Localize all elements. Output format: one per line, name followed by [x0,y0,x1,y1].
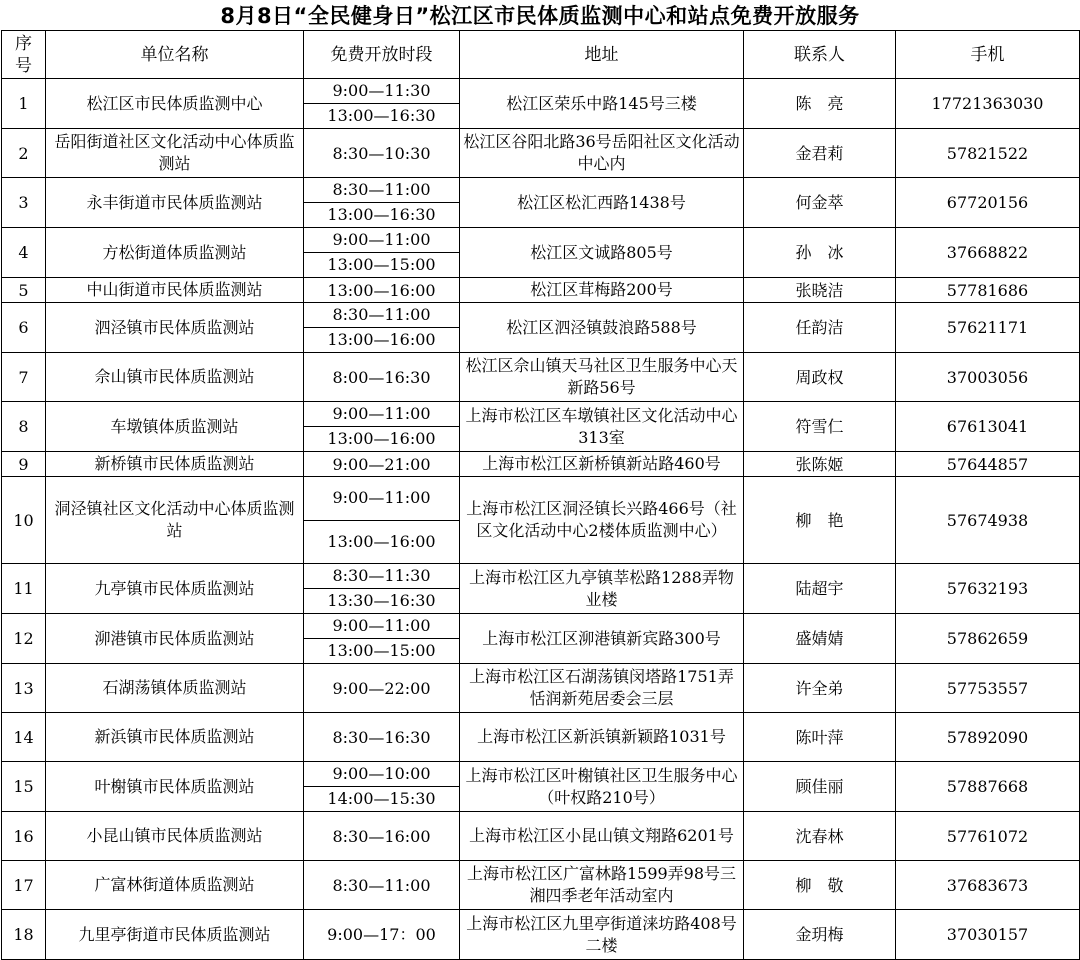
table-row [2,79,1080,129]
unit-name: 小昆山镇市民体质监测站 [46,812,304,861]
row-index: 5 [2,278,46,303]
time-slot: 8:30—16:00 [332,826,431,846]
row-index: 9 [2,452,46,477]
time-slot: 8:30—16:30 [332,727,431,747]
open-hours [304,910,460,960]
row-index: 6 [2,303,46,353]
table-row [2,402,1080,452]
row-index: 2 [2,129,46,178]
address: 上海市松江区车墩镇社区文化活动中心313室 [460,402,744,452]
time-slot: 14:00—15:30 [327,789,436,808]
time-slot: 13:00—16:30 [327,106,436,125]
open-hours [304,278,460,303]
open-hours [304,79,460,129]
row-index: 10 [2,477,46,564]
open-hours [304,129,460,178]
time-slot: 8:00—16:30 [332,367,431,387]
contact-person: 陈叶萍 [744,713,896,762]
contact-person: 顾佳丽 [744,762,896,812]
time-slot: 9:00—11:00 [304,402,459,427]
time-slot: 9:00—21:00 [332,454,431,474]
table-row [2,861,1080,910]
open-hours [304,664,460,713]
phone-number: 37030157 [896,910,1080,960]
row-index: 17 [2,861,46,910]
address: 松江区泗泾镇鼓浪路588号 [460,303,744,353]
header-index: 序号 [2,31,46,79]
contact-person: 许全弟 [744,664,896,713]
time-slot: 8:30—11:30 [304,564,459,589]
time-slot: 9:00—17：00 [327,925,436,944]
unit-name: 永丰街道市民体质监测站 [46,178,304,228]
table-row [2,129,1080,178]
time-slot: 8:30—11:00 [304,303,459,328]
row-index: 15 [2,762,46,812]
phone-number: 37683673 [896,861,1080,910]
contact-person: 陆超宇 [744,564,896,614]
contact-person: 周政权 [744,353,896,402]
row-index: 4 [2,228,46,278]
time-slot: 13:00—15:00 [327,641,436,660]
phone-number: 57632193 [896,564,1080,614]
row-index: 18 [2,910,46,960]
address: 上海市松江区新浜镇新颖路1031号 [460,713,744,762]
phone-number: 37003056 [896,353,1080,402]
time-slot: 9:00—11:00 [304,228,459,253]
contact-person: 任韵洁 [744,303,896,353]
row-index: 11 [2,564,46,614]
row-index: 3 [2,178,46,228]
address: 上海市松江区广富林路1599弄98号三湘四季老年活动室内 [460,861,744,910]
contact-person: 符雪仁 [744,402,896,452]
contact-person: 孙 冰 [744,228,896,278]
open-hours [304,762,460,812]
time-slot: 13:00—16:00 [327,280,436,300]
header-unit: 单位名称 [46,31,304,79]
unit-name: 泗泾镇市民体质监测站 [46,303,304,353]
row-index: 1 [2,79,46,129]
open-hours [304,452,460,477]
address: 松江区荣乐中路145号三楼 [460,79,744,129]
phone-number: 57644857 [896,452,1080,477]
address: 松江区茸梅路200号 [460,278,744,303]
time-slot: 9:00—11:30 [304,79,459,104]
time-slot: 9:00—10:00 [304,762,459,787]
unit-name: 新浜镇市民体质监测站 [46,713,304,762]
unit-name: 广富林街道体质监测站 [46,861,304,910]
header-hours: 免费开放时段 [304,31,460,79]
phone-number: 57781686 [896,278,1080,303]
open-hours [304,228,460,278]
row-index: 13 [2,664,46,713]
address: 松江区松汇西路1438号 [460,178,744,228]
table-row [2,178,1080,228]
unit-name: 车墩镇体质监测站 [46,402,304,452]
contact-person: 张晓洁 [744,278,896,303]
unit-name: 石湖荡镇体质监测站 [46,664,304,713]
contact-person: 柳 敬 [744,861,896,910]
unit-name: 新桥镇市民体质监测站 [46,452,304,477]
phone-number: 57753557 [896,664,1080,713]
phone-number: 57887668 [896,762,1080,812]
row-index: 8 [2,402,46,452]
table-row [2,278,1080,303]
open-hours [304,812,460,861]
address: 上海市松江区新桥镇新站路460号 [460,452,744,477]
unit-name: 岳阳街道社区文化活动中心体质监测站 [46,129,304,178]
table-row [2,353,1080,402]
address: 上海市松江区九亭镇莘松路1288弄物业楼 [460,564,744,614]
open-hours [304,303,460,353]
time-slot: 9:00—11:00 [304,477,459,521]
contact-person: 金君莉 [744,129,896,178]
table-row [2,664,1080,713]
unit-name: 叶榭镇市民体质监测站 [46,762,304,812]
unit-name: 方松街道体质监测站 [46,228,304,278]
address: 松江区文诚路805号 [460,228,744,278]
table-row [2,812,1080,861]
time-slot: 8:30—11:00 [332,875,431,895]
address: 上海市松江区石湖荡镇闵塔路1751弄恬润新苑居委会三层 [460,664,744,713]
table-row [2,762,1080,812]
page-title: 8月8日“全民健身日”松江区市民体质监测中心和站点免费开放服务 [220,4,860,28]
phone-number: 57862659 [896,614,1080,664]
contact-person: 柳 艳 [744,477,896,564]
time-slot: 13:00—15:00 [327,255,436,274]
row-index: 7 [2,353,46,402]
open-hours [304,614,460,664]
table-row [2,564,1080,614]
address: 松江区谷阳北路36号岳阳社区文化活动中心内 [460,129,744,178]
table-row [2,614,1080,664]
unit-name: 松江区市民体质监测中心 [46,79,304,129]
schedule-table [1,30,1080,960]
open-hours [304,402,460,452]
time-slot: 8:30—11:00 [304,178,459,203]
open-hours [304,564,460,614]
open-hours [304,713,460,762]
contact-person: 沈春林 [744,812,896,861]
phone-number: 17721363030 [896,79,1080,129]
contact-person: 陈 亮 [744,79,896,129]
address: 上海市松江区九里亭街道涞坊路408号二楼 [460,910,744,960]
phone-number: 57892090 [896,713,1080,762]
time-slot: 13:00—16:00 [327,330,436,349]
time-slot: 9:00—11:00 [304,614,459,639]
unit-name: 佘山镇市民体质监测站 [46,353,304,402]
phone-number: 37668822 [896,228,1080,278]
address: 上海市松江区洞泾镇长兴路466号（社区文化活动中心2楼体质监测中心） [460,477,744,564]
table-row [2,713,1080,762]
table-row [2,228,1080,278]
time-slot: 8:30—10:30 [332,143,431,163]
time-slot: 9:00—22:00 [332,678,431,698]
row-index: 14 [2,713,46,762]
phone-number: 67613041 [896,402,1080,452]
address: 上海市松江区泖港镇新宾路300号 [460,614,744,664]
unit-name: 九亭镇市民体质监测站 [46,564,304,614]
phone-number: 57621171 [896,303,1080,353]
table-row [2,910,1080,960]
phone-number: 57821522 [896,129,1080,178]
address: 上海市松江区叶榭镇社区卫生服务中心（叶权路210号） [460,762,744,812]
time-slot: 13:00—16:00 [327,429,436,448]
row-index: 12 [2,614,46,664]
phone-number: 57761072 [896,812,1080,861]
open-hours [304,353,460,402]
address: 松江区佘山镇天马社区卫生服务中心天新路56号 [460,353,744,402]
phone-number: 57674938 [896,477,1080,564]
contact-person: 盛婧婧 [744,614,896,664]
open-hours [304,861,460,910]
header-phone: 手机 [896,31,1080,79]
unit-name: 九里亭街道市民体质监测站 [46,910,304,960]
time-slot: 13:30—16:30 [327,591,436,610]
contact-person: 张陈姬 [744,452,896,477]
open-hours [304,178,460,228]
header-row [2,31,1080,79]
contact-person: 金玥梅 [744,910,896,960]
table-row [2,303,1080,353]
table-row [2,452,1080,477]
contact-person: 何金萃 [744,178,896,228]
table-row [2,477,1080,564]
open-hours [304,477,460,564]
header-address: 地址 [460,31,744,79]
unit-name: 洞泾镇社区文化活动中心体质监测站 [46,477,304,564]
unit-name: 中山街道市民体质监测站 [46,278,304,303]
phone-number: 67720156 [896,178,1080,228]
address: 上海市松江区小昆山镇文翔路6201号 [460,812,744,861]
time-slot: 13:00—16:30 [327,205,436,224]
unit-name: 泖港镇市民体质监测站 [46,614,304,664]
row-index: 16 [2,812,46,861]
header-contact: 联系人 [744,31,896,79]
time-slot: 13:00—16:00 [327,531,436,551]
